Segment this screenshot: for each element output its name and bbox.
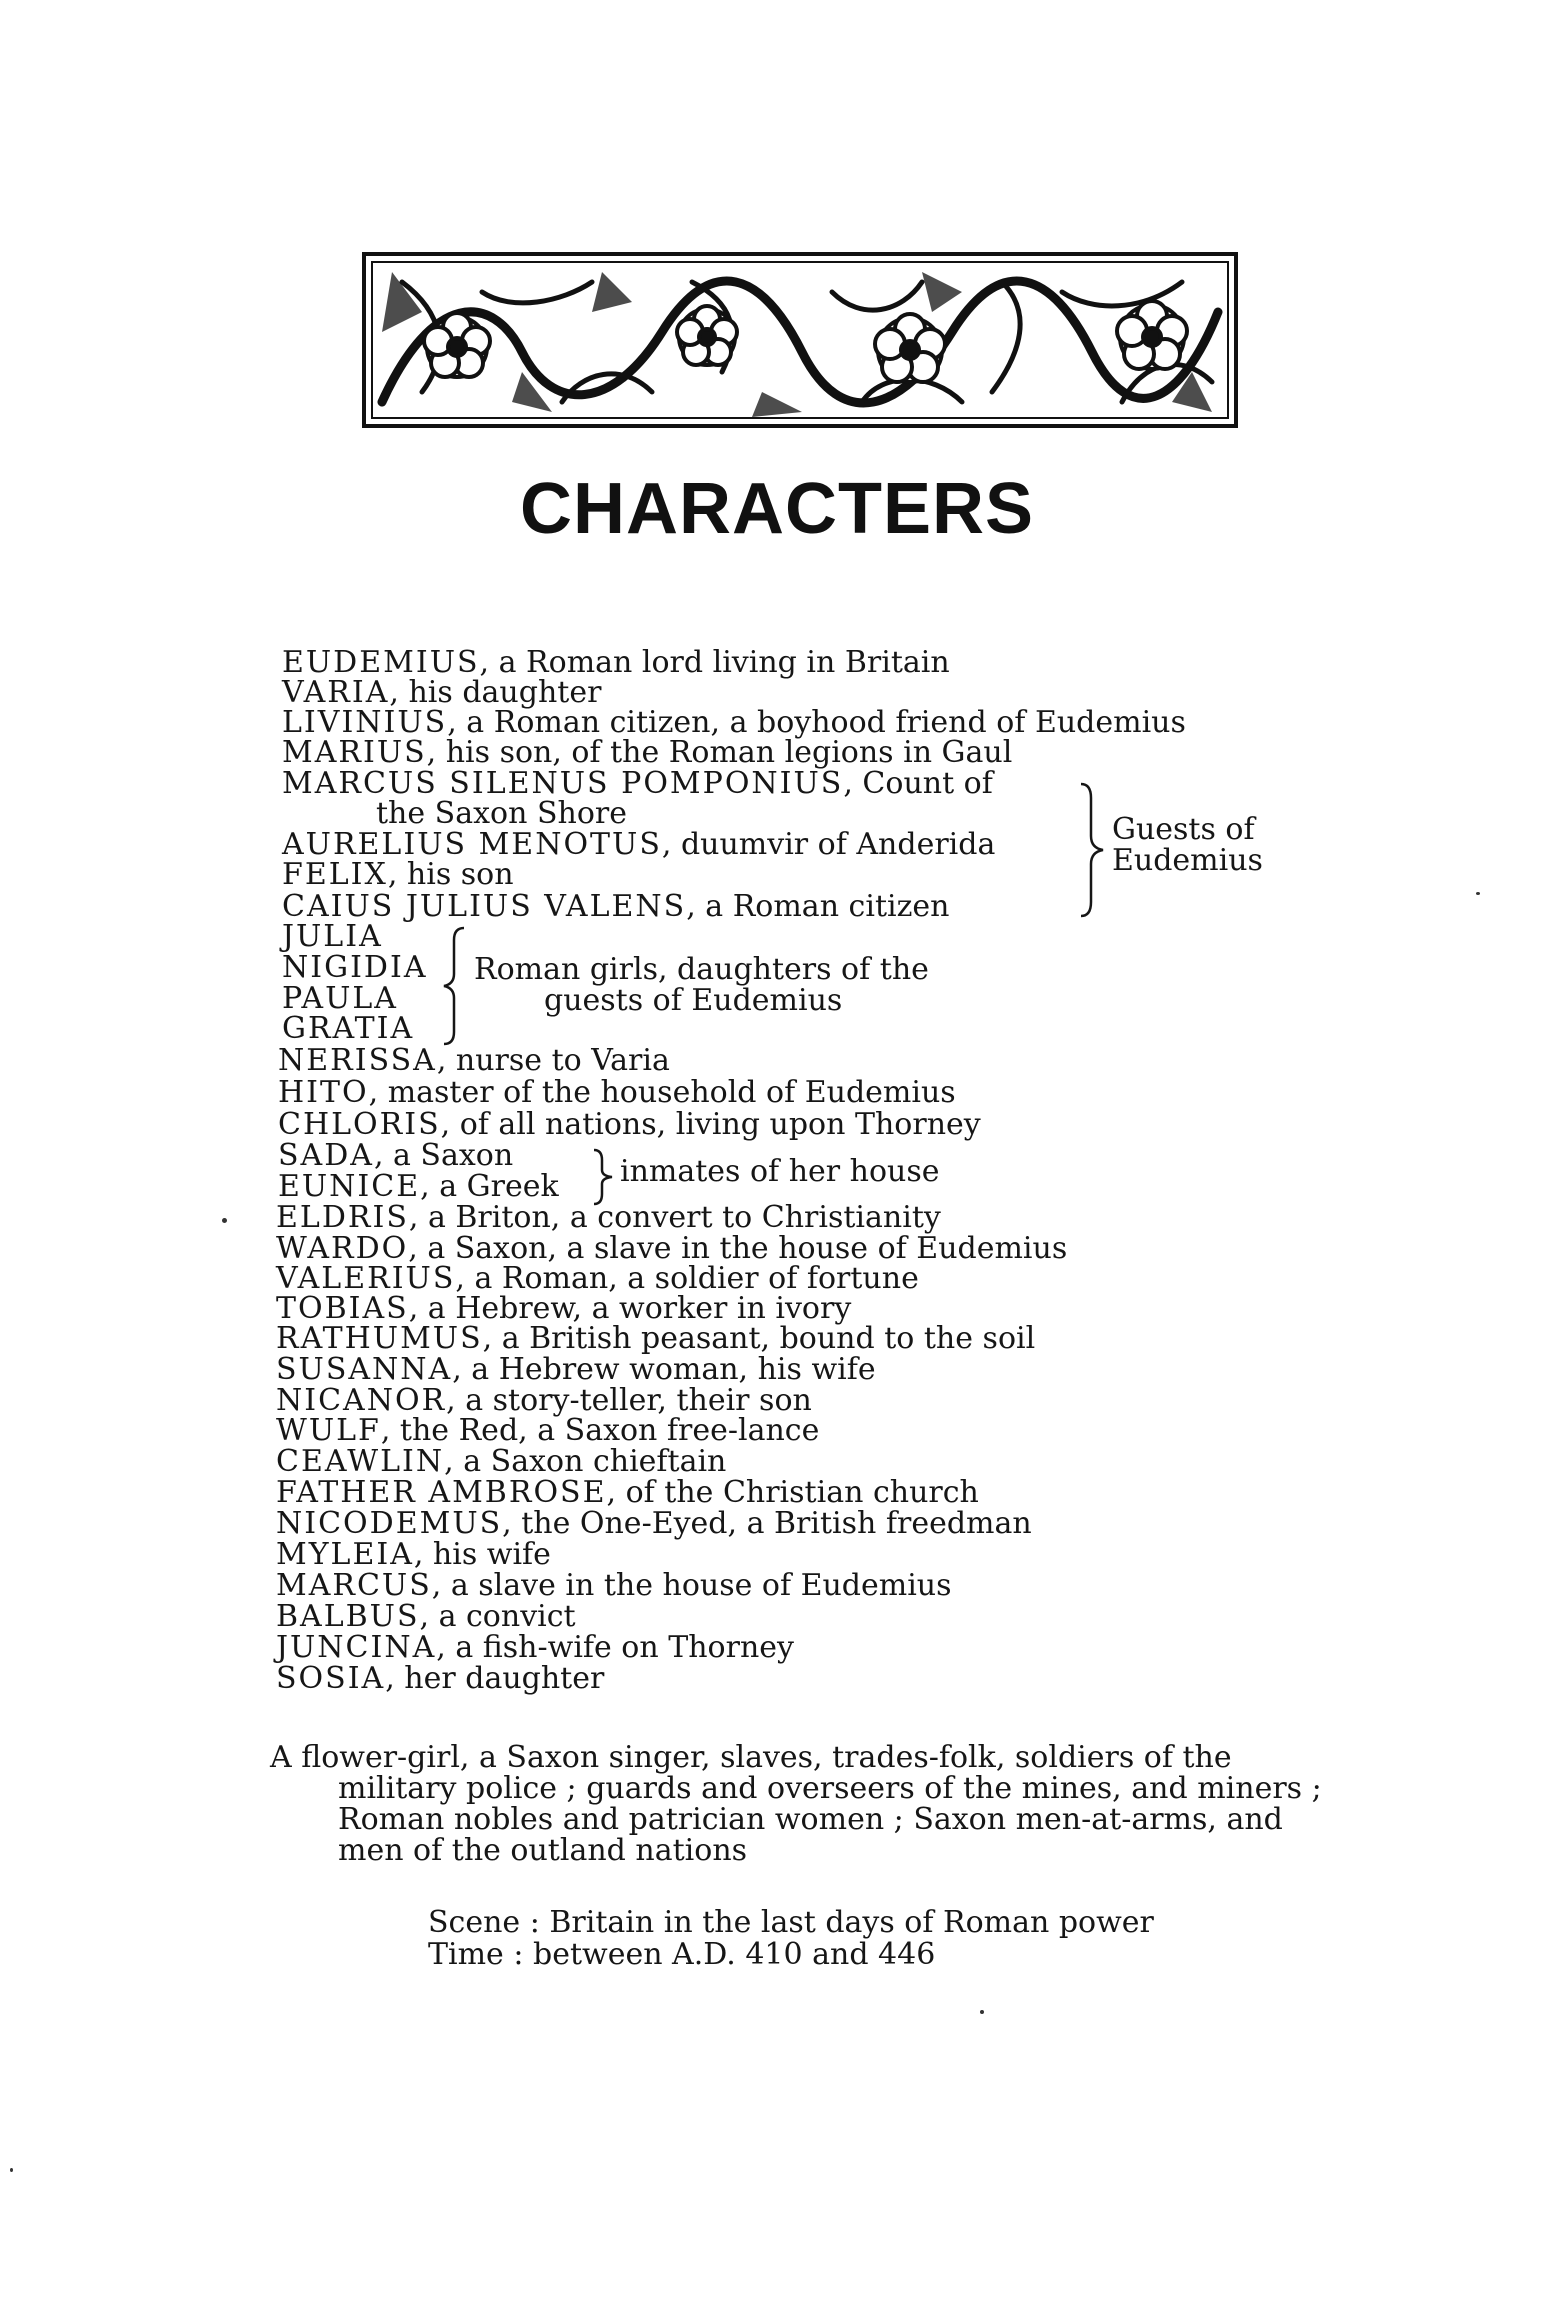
character-line: SUSANNA, a Hebrew woman, his wife: [276, 1352, 876, 1387]
scan-speck: [10, 2168, 13, 2172]
inmates-note: inmates of her house: [620, 1154, 940, 1189]
character-line: AURELIUS MENOTUS, duumvir of Anderida: [282, 827, 996, 862]
scan-speck: [1476, 892, 1480, 895]
guests-note-line2: Eudemius: [1112, 843, 1263, 878]
time-label: Time :: [428, 1937, 524, 1972]
extras-line: A flower-girl, a Saxon singer, slaves, trades-folk, soldiers of the: [270, 1740, 1232, 1775]
character-line: HITO, master of the household of Eudemius: [278, 1075, 956, 1110]
scene-label: Scene :: [428, 1905, 540, 1940]
extras-line: Roman nobles and patrician women ; Saxon men-at-arms, and: [338, 1802, 1283, 1837]
character-line: CEAWLIN, a Saxon chieftain: [276, 1444, 727, 1479]
girls-brace: [438, 924, 474, 1048]
character-line: JUNCINA, a fish-wife on Thorney: [276, 1630, 794, 1665]
character-line: EUNICE, a Greek: [278, 1169, 559, 1204]
character-line: NERISSA, nurse to Varia: [278, 1043, 670, 1078]
character-line: NIGIDIA: [282, 950, 428, 985]
character-line: SADA, a Saxon: [278, 1138, 514, 1173]
character-line: LIVINIUS, a Roman citizen, a boyhood friend of Eudemius: [282, 705, 1186, 740]
scene-text: Britain in the last days of Roman power: [549, 1905, 1154, 1940]
floral-ornament: [362, 252, 1238, 428]
character-line: JULIA: [282, 919, 383, 954]
character-line: MARCUS SILENUS POMPONIUS, Count of: [282, 766, 993, 801]
character-line: WARDO, a Saxon, a slave in the house of Eudemius: [276, 1231, 1068, 1266]
character-line: TOBIAS, a Hebrew, a worker in ivory: [276, 1291, 852, 1326]
extras-line: military police ; guards and overseers of the mines, and miners ;: [338, 1771, 1322, 1806]
character-line: ELDRIS, a Briton, a convert to Christianity: [276, 1200, 941, 1235]
character-line: GRATIA: [282, 1011, 415, 1046]
girls-note-line1: Roman girls, daughters of the: [474, 952, 929, 987]
inmates-brace: [590, 1146, 620, 1208]
character-line: BALBUS, a convict: [276, 1599, 576, 1634]
character-line: VARIA, his daughter: [282, 675, 602, 710]
character-line: FELIX, his son: [282, 857, 514, 892]
time-line: [428, 1938, 935, 1972]
character-line: RATHUMUS, a British peasant, bound to the soil: [276, 1321, 1036, 1356]
character-line: WULF, the Red, a Saxon free-lance: [276, 1413, 820, 1448]
page-title: CHARACTERS: [520, 469, 1034, 549]
character-line: SOSIA, her daughter: [276, 1661, 605, 1696]
character-line: NICANOR, a story-teller, their son: [276, 1383, 812, 1418]
character-line: CHLORIS, of all nations, living upon Thorney: [278, 1107, 981, 1142]
character-line: MARCUS, a slave in the house of Eudemius: [276, 1568, 952, 1603]
character-line: the Saxon Shore: [376, 796, 627, 831]
extras-line: men of the outland nations: [338, 1833, 748, 1868]
character-line: FATHER AMBROSE, of the Christian church: [276, 1475, 979, 1510]
character-line: CAIUS JULIUS VALENS, a Roman citizen: [282, 889, 950, 924]
character-line: PAULA: [282, 981, 398, 1016]
scan-speck: [222, 1218, 227, 1223]
character-line: MARIUS, his son, of the Roman legions in Gaul: [282, 735, 1013, 770]
character-line: VALERIUS, a Roman, a soldier of fortune: [276, 1261, 919, 1296]
time-text: between A.D. 410 and 446: [533, 1937, 936, 1972]
character-line: MYLEIA, his wife: [276, 1537, 551, 1572]
scene-line: [428, 1906, 1154, 1940]
scan-speck: [980, 2010, 984, 2014]
guests-brace: [1075, 780, 1115, 920]
girls-note-line2: guests of Eudemius: [544, 983, 843, 1018]
character-line: NICODEMUS, the One-Eyed, a British freedman: [276, 1506, 1032, 1541]
character-line: EUDEMIUS, a Roman lord living in Britain: [282, 645, 950, 680]
guests-note-line1: Guests of: [1112, 812, 1255, 847]
